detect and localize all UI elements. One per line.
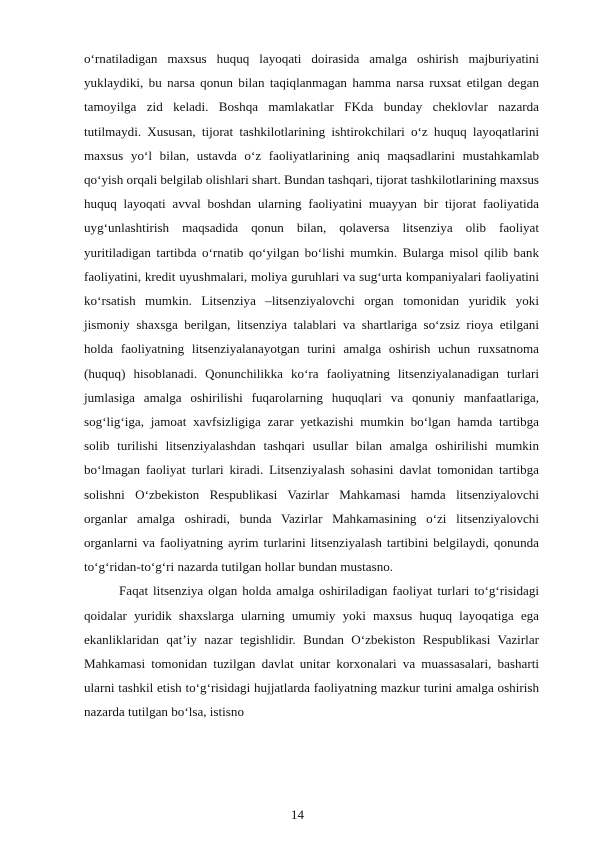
body-text	[84, 47, 539, 725]
paragraph-1: o‘rnatiladigan maxsus huquq layoqati doirasida amalga oshirish majburiyatini yuklaydiki, bu narsa qonun bilan taqiqlanmagan hamma narsa ruxsat etilgan degan tamoyilga zid keladi. Boshqa mamlakatlar FKda bunday cheklovlar nazarda tutilmaydi. Xususan, tijorat tashkilotlarining ishtirokchilari o‘z huquq layoqatlarini maxsus yo‘l bilan, ustavda o‘z faoliyatlarining aniq maqsadlarini mustahkamlab qo‘yish orqali belgilab olishlari shart. Bundan tashqari, tijorat tashkilotlarining maxsus huquq layoqati avval boshdan ularning faoliyatini muayyan bir tijorat faoliyatida uyg‘unlashtirish maqsadida qonun bilan, qolaversa litsenziya olib faoliyat yuritiladigan tartibda o‘rnatib qo‘yilgan bo‘lishi mumkin. Bularga misol qilib bank faoliyatini, kredit uyushmalari, moliya guruhlari va sug‘urta kompaniyalari faoliyatini ko‘rsatish mumkin. Litsenziya –litsenziyalovchi organ tomonidan yuridik yoki jismoniy shaxsga berilgan, litsenziya talablari va shartlariga so‘zsiz rioya etilgani holda faoliyatning litsenziyalanayotgan turini amalga oshirish uchun ruxsatnoma (huquq) hisoblanadi. Qonunchilikka ko‘ra faoliyatning litsenziyalanadigan turlari jumlasiga amalga oshirilishi fuqarolarning huquqlari va qonuniy manfaatlariga, sog‘lig‘iga, jamoat xavfsizligiga zarar yetkazishi mumkin bo‘lgan hamda tartibga solib turilishi litsenziyalashdan tashqari usullar bilan amalga oshirilishi mumkin bo‘lmagan faoliyat turlari kiradi. Litsenziyalash sohasini davlat tomonidan tartibga solishni O‘zbekiston Respublikasi Vazirlar Mahkamasi hamda litsenziyalovchi organlar amalga oshiradi, bunda Vazirlar Mahkamasining o‘zi litsenziyalovchi organlarni va faoliyatning ayrim turlarini litsenziyalash tartibini belgilaydi, qonunda to‘g‘ridan-to‘g‘ri nazarda tutilgan hollar bundan mustasno.	[84, 51, 539, 575]
page-number: 14	[291, 807, 304, 822]
paragraph-2: Faqat litsenziya olgan holda amalga oshiriladigan faoliyat turlari to‘g‘risidagi qoidalar yuridik shaxslarga ularning umumiy yoki maxsus huquq layoqatiga ega ekanliklaridan qat’iy nazar tegishlidir. Bundan O‘zbekiston Respublikasi Vazirlar Mahkamasi tomonidan tuzilgan davlat unitar korxonalari va muassasalari, basharti ularni tashkil etish to‘g‘risidagi hujjatlarda faoliyatning mazkur turini amalga oshirish nazarda tutilgan bo‘lsa, istisno	[84, 583, 539, 720]
